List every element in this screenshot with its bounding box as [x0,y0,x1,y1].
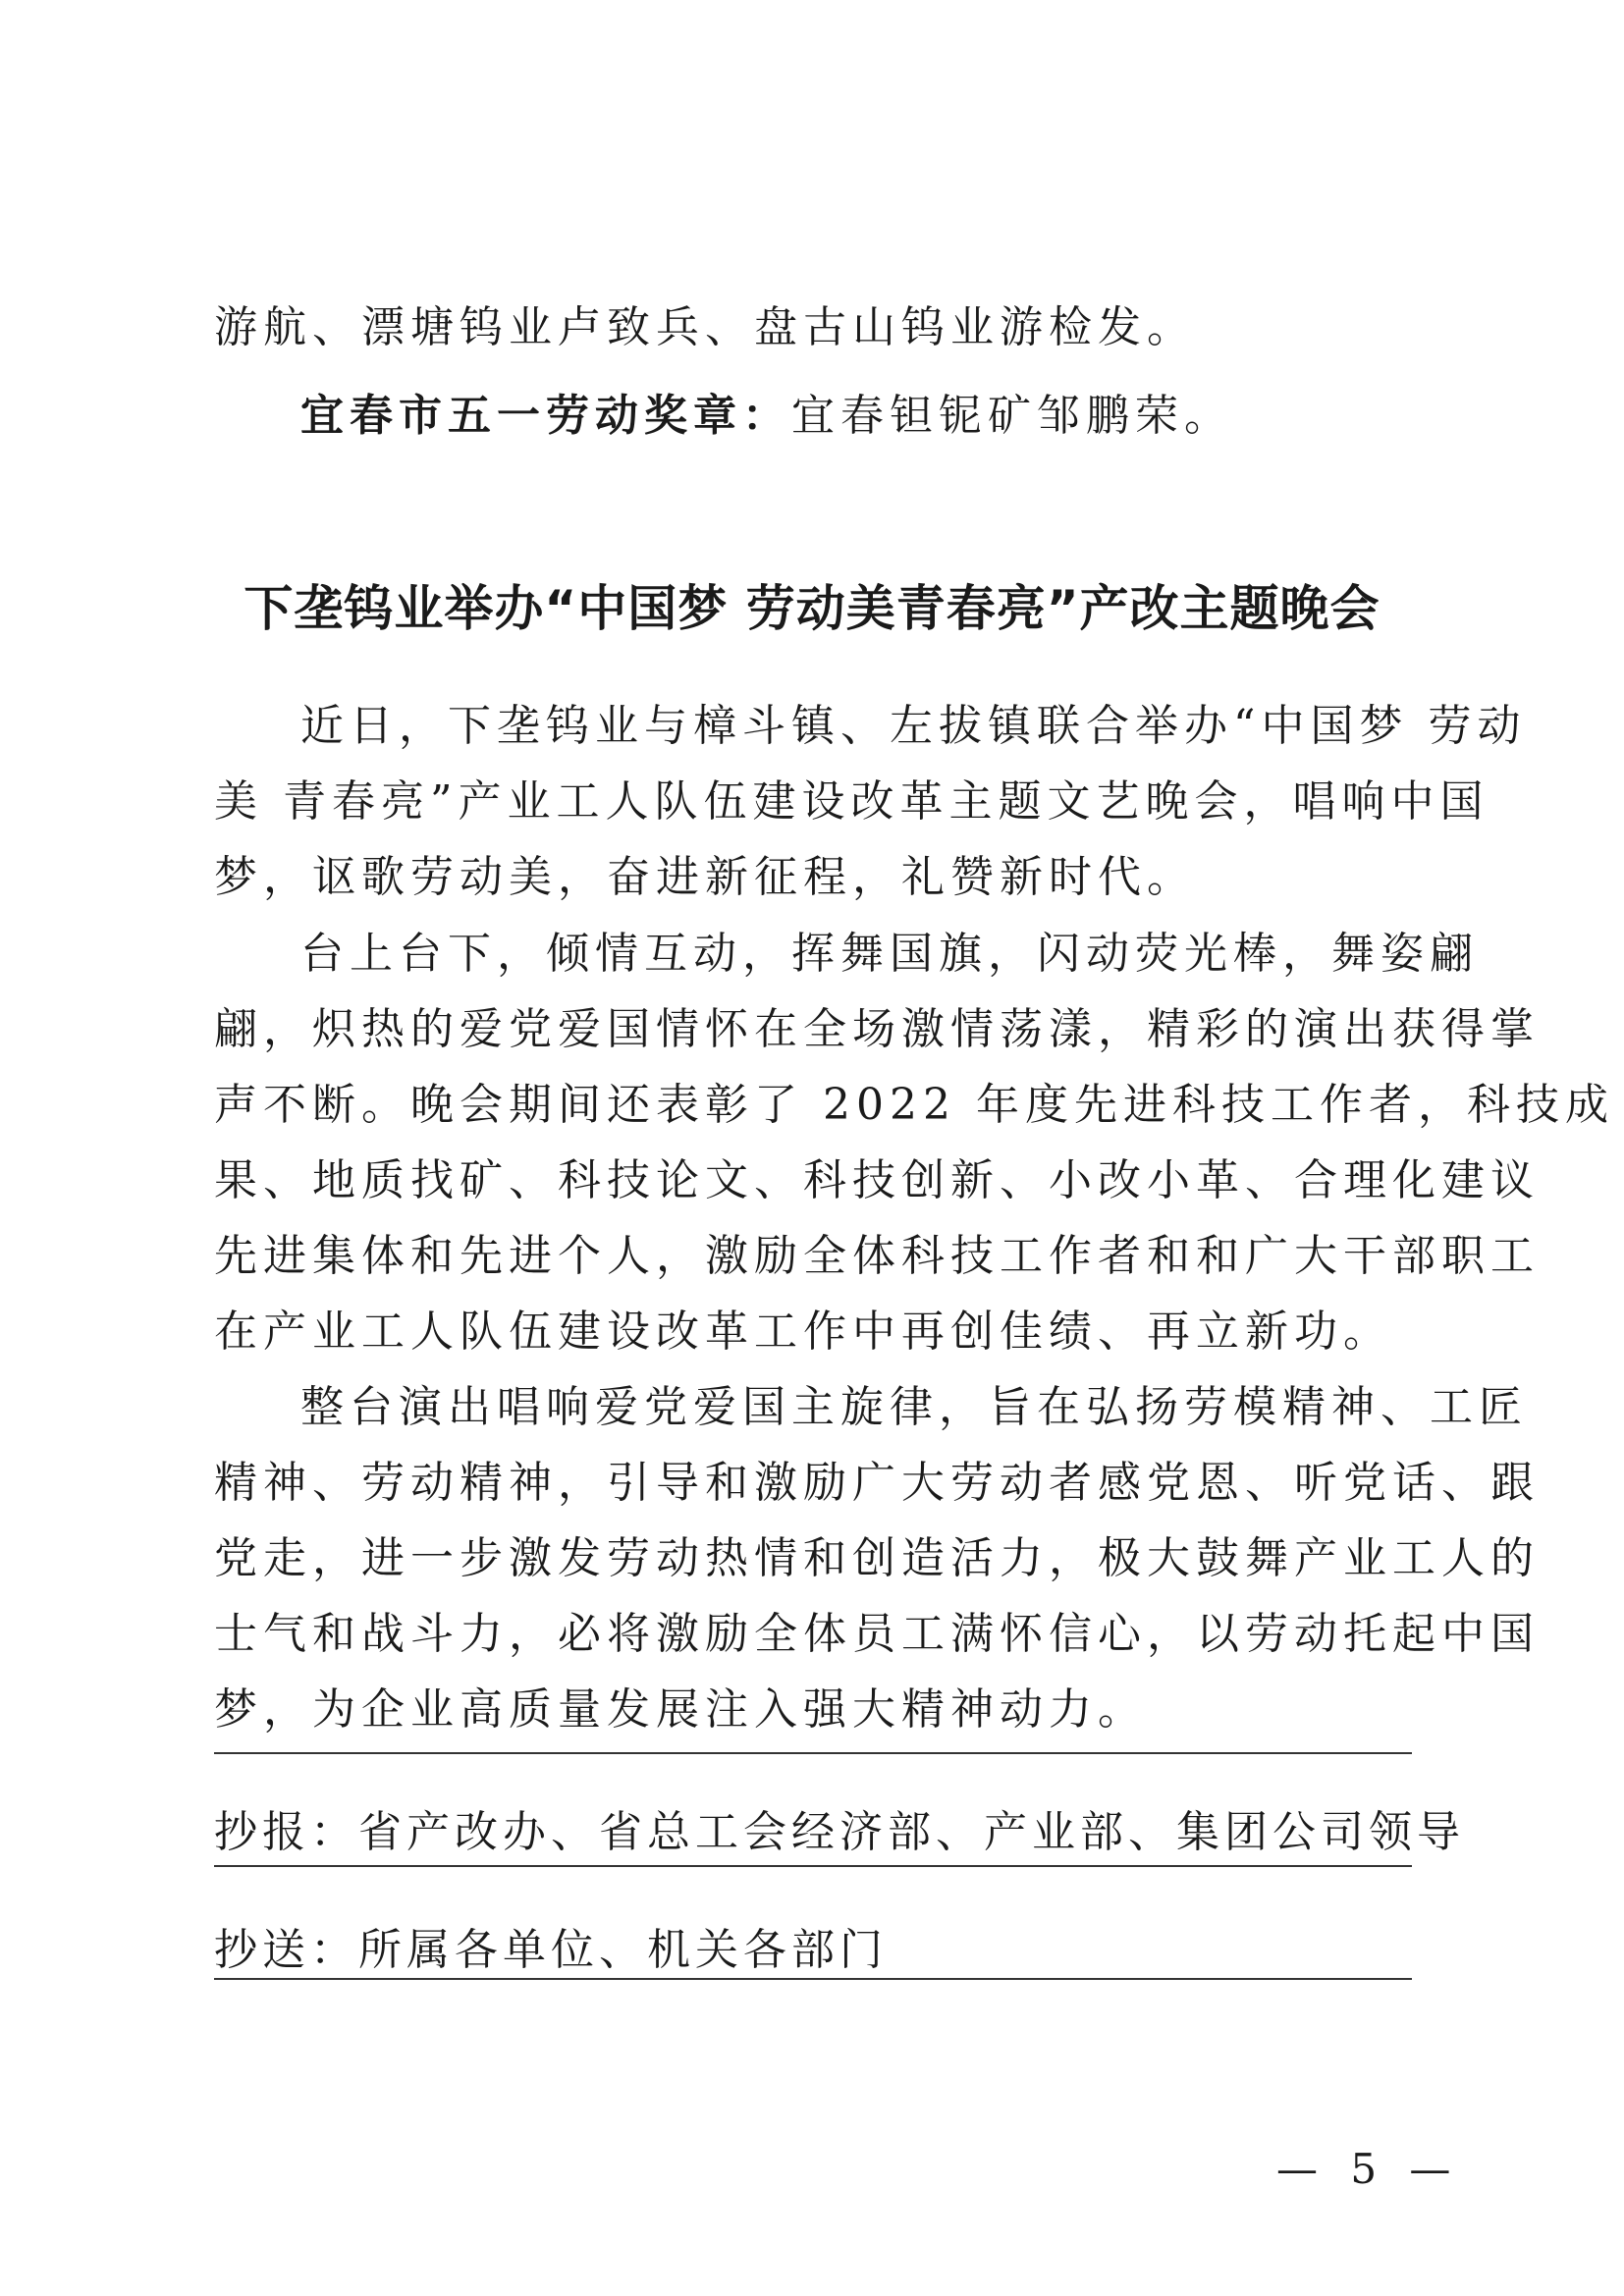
body-line: 美 青春亮”产业工人队伍建设改革主题文艺晚会，唱响中国 [214,776,1489,827]
body-line: 近日，下垄钨业与樟斗镇、左拔镇联合举办“中国梦 劳动 [300,701,1527,751]
report-to-line: 抄报：省产改办、省总工会经济部、产业部、集团公司领导 [214,1807,1465,1857]
intro-line: 游航、漂塘钨业卢致兵、盘古山钨业游检发。 [214,302,1196,352]
divider [214,1752,1412,1754]
body-line: 士气和战斗力，必将激励全体员工满怀信心，以劳动托起中国 [214,1609,1540,1659]
award-line [300,391,1508,441]
body-line: 声不断。晚会期间还表彰了 2022 年度先进科技工作者，科技成 [214,1080,1614,1130]
body-line: 党走，进一步激发劳动热情和创造活力，极大鼓舞产业工人的 [214,1533,1540,1583]
body-line: 果、地质找矿、科技论文、科技创新、小改小革、合理化建议 [214,1155,1540,1205]
divider [214,1865,1412,1867]
body-line: 翩，炽热的爱党爱国情怀在全场激情荡漾，精彩的演出获得掌 [214,1004,1540,1054]
body-line: 整台演出唱响爱党爱国主旋律，旨在弘扬劳模精神、工匠 [300,1382,1528,1432]
body-line: 梦，为企业高质量发展注入强大精神动力。 [214,1684,1147,1735]
copy-to-line: 抄送：所属各单位、机关各部门 [214,1925,888,1975]
body-line: 先进集体和先进个人，激励全体科技工作者和和广大干部职工 [214,1231,1540,1281]
page-number: — 5 — [1276,2145,1461,2193]
award-text: 宜春钽铌矿邹鹏荣。 [791,391,1233,441]
body-line: 梦，讴歌劳动美，奋进新征程，礼赞新时代。 [214,852,1196,902]
body-line: 在产业工人队伍建设改革工作中再创佳绩、再立新功。 [214,1307,1392,1357]
award-label: 宜春市五一劳动奖章： [300,391,791,441]
body-line: 精神、劳动精神，引导和激励广大劳动者感党恩、听党话、跟 [214,1458,1540,1508]
body-line: 台上台下，倾情互动，挥舞国旗，闪动荧光棒，舞姿翩 [300,929,1479,979]
divider [214,1978,1412,1980]
article-title: 下垄钨业举办“中国梦 劳动美青春亮”产改主题晚会 [244,580,1380,637]
